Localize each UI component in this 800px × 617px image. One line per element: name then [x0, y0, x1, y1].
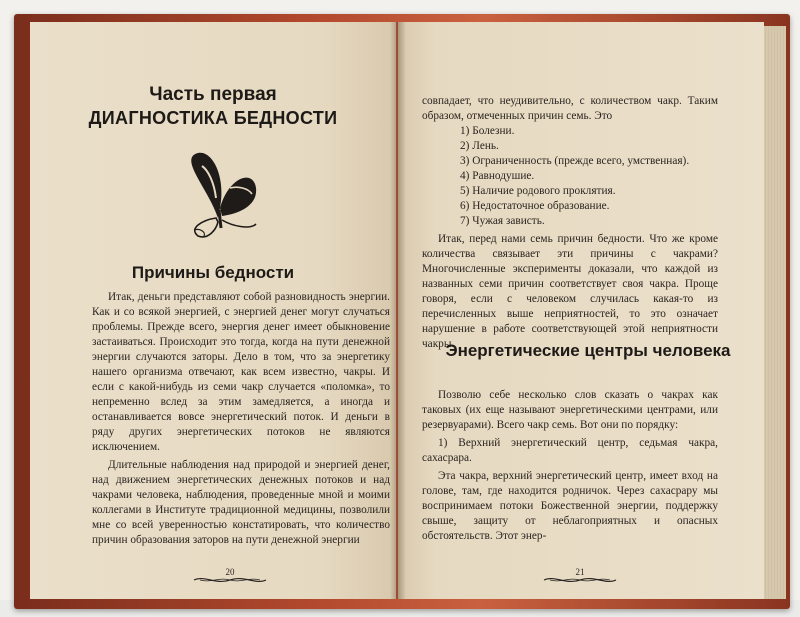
section-title-energy-centers: Энергетические центры человека [445, 341, 731, 360]
page-stack-edge [764, 26, 786, 599]
list-item: 2) Лень. [460, 140, 499, 152]
list-item: 3) Ограниченность (прежде всего, умственная). [460, 155, 690, 167]
paragraph: 1) Верхний энергетический центр, седьмая чакра, сахасрара. [422, 437, 718, 464]
paragraph: Итак, деньги представляют собой разновидность энергии. Как и со всякой энергией, с энергией денег могут случаться проблемы. Прежде всего, энергия денег имеет обыкновение застаиваться. Происходит это тогда, когда на пути денежной энергии случаются заторы. Дело в том, что за энергетику нашего организма отвечают, как всем известно, чакры. И если с какой-нибудь из семи чакр случается «поломка», то непременно вслед за этим замедляется, а иногда и останавливается вовсе энергетический поток. И деньги в ряду других энергетических потоков не являются исключением. [92, 291, 390, 453]
causes-list [422, 124, 718, 229]
right-top-text [422, 94, 718, 352]
section-title-causes: Причины бедности [131, 263, 295, 282]
butterfly-icon [168, 148, 268, 240]
list-item: 7) Чужая зависть. [460, 215, 545, 227]
list-item: 4) Равнодушие. [460, 170, 535, 182]
page-folio [190, 567, 270, 587]
left-body-text [92, 290, 390, 548]
page-number: 21 [575, 567, 585, 577]
right-bottom-text [422, 388, 718, 544]
scroll-ornament-icon [540, 575, 620, 585]
chapter-label: Часть первая [149, 84, 277, 105]
scroll-ornament-icon [190, 575, 270, 585]
paragraph: Позволю себе несколько слов сказать о чакрах как таковых (их еще называют энергетическими центрами, или резервуарами). Всего чакр семь. Вот они по порядку: [422, 389, 718, 431]
left-page [30, 22, 396, 599]
list-item: 6) Недостаточное образование. [460, 200, 610, 212]
chapter-title: ДИАГНОСТИКА БЕДНОСТИ [88, 108, 338, 128]
page-number: 20 [225, 567, 235, 577]
page-folio [540, 567, 620, 587]
paragraph: Длительные наблюдения над природой и энергией денег, над движением энергетических денежных потоков и над чакрами человека, наблюдения, проведенные мной и моими коллегами в Институте традиционной медицины, позволили мне со всей уверенностью констатировать, что количество причин образования заторов на пути денежной энергии [92, 459, 390, 546]
list-item: 1) Болезни. [460, 125, 515, 137]
list-item: 5) Наличие родового проклятия. [460, 185, 616, 197]
paragraph: Итак, перед нами семь причин бедности. Что же кроме количества связывает эти причины с чакрами? Многочисленные эксперименты доказали, что каждой из названных семи причин соответствует своя чакра. Проще говоря, если с человеком случилась какая-то из перечисленных выше неприятностей, то это означает нарушение в работе соответствующей этой неприятности чакры. [422, 233, 718, 350]
paragraph: Эта чакра, верхний энергетический центр, имеет вход на голове, там, где находится родничок. Через сахасрару мы воспринимаем потоки Божественной энергии, поддержку свыше, защиту от неблагоприятных и опасных обстоятельств. Этот энер- [422, 470, 718, 542]
paragraph: совпадает, что неудивительно, с количеством чакр. Таким образом, отмеченных причин семь. Это [422, 95, 718, 122]
right-page [398, 22, 764, 599]
